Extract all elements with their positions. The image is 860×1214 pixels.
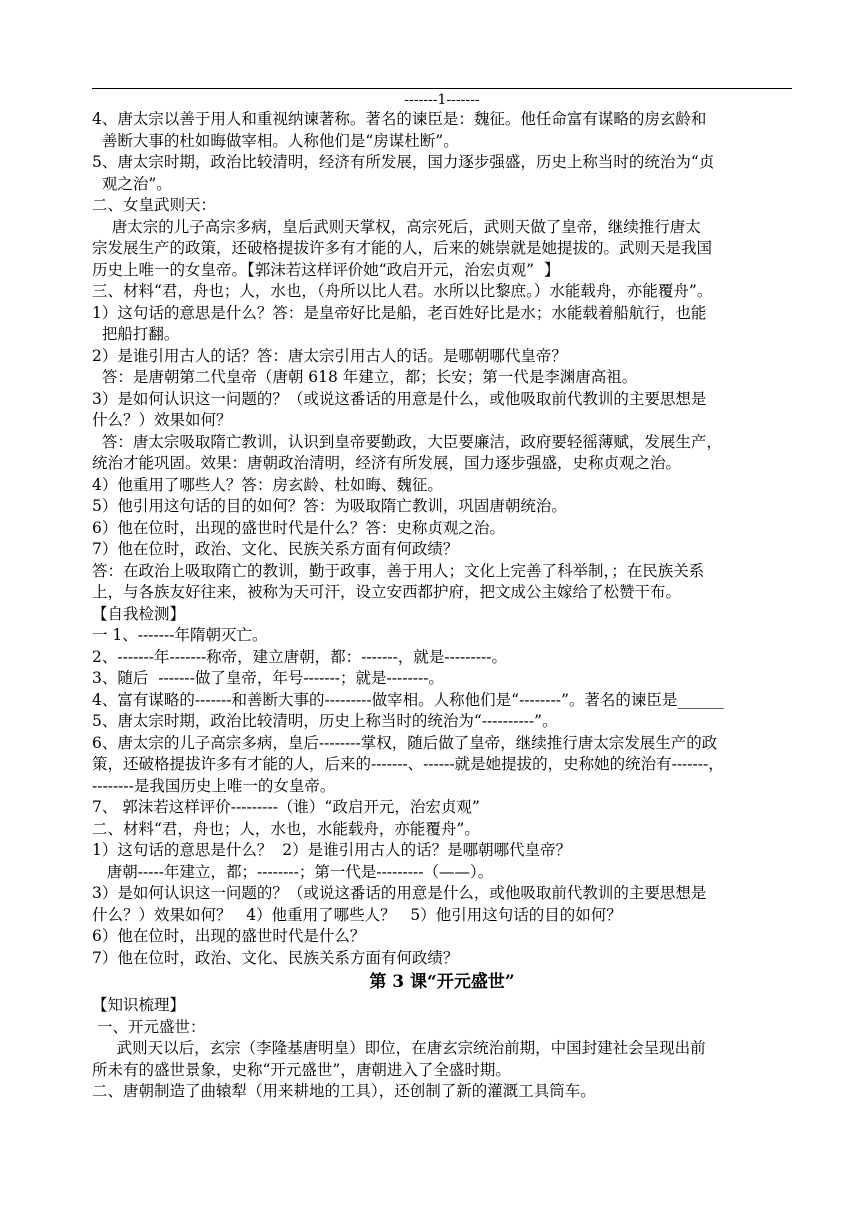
page-number: -------1------- [404,92,480,108]
text-line: 3）是如何认识这一问题的？（或说这番话的用意是什么，或他吸取前代教训的主要思想是 [92,389,707,408]
text-line: 4、唐太宗以善于用人和重视纳谏著称。著名的谏臣是：魏征。他任命富有谋略的房玄龄和 [92,110,707,128]
text-line: 7、 郭沫若这样评价---------（谁）“政启开元，治宏贞观” [92,798,480,816]
text-line: 一 1、-------年隋朝灭亡。 [92,626,268,644]
text-line: 5）他引用这句话的目的如何？答：为吸取隋亡教训，巩固唐朝统治。 [92,497,567,515]
lesson-title: 第 3 课“开元盛世” [369,972,515,992]
text-line: 答：在政治上吸取隋亡的教训，勤于政事，善于用人；文化上完善了科举制，；在民族关系 [92,561,705,580]
text-line: 策，还破格提拔许多有才能的人，后来的-------、------就是她提拔的，史称她的统治有-------， [92,755,724,773]
text-line: 历史上唯一的女皇帝。【郭沫若这样评价她“政启开元，治宏贞观” 】 [92,260,560,279]
text-line: 1）这句话的意思是什么？答：是皇帝好比是船，老百姓好比是水；水能载着船航行，也能 [92,303,707,322]
text-line: 什么？）效果如何？ [92,411,232,429]
text-line: 4、富有谋略的-------和善断大事的---------做宰相。人称他们是“--------”。著名的谏臣是______ [92,690,724,709]
text-line: 6、唐太宗的儿子高宗多病，皇后--------掌权，随后做了皇帝，继续推行唐太宗发展生产的政 [92,733,718,752]
text-line: 1）这句话的意思是什么？ 2）是谁引用古人的话？是哪朝哪代皇帝？ [92,841,572,859]
text-line: 二、女皇武则天： [92,196,217,214]
text-line: 7）他在位时，政治、文化、民族关系方面有何政绩？ [92,540,459,558]
text-line: 答：是唐朝第二代皇帝（唐朝 618 年建立，都；长安；第一代是李渊唐高祖。 [92,368,638,386]
text-line: 三、材料“君，舟也；人，水也，（舟所以比人君。水所以比黎庶。）水能载舟，亦能覆舟”。 [92,282,713,300]
text-line: 4）他重用了哪些人？答：房玄龄、杜如晦、魏征。 [92,475,443,494]
text-line: 5、唐太宗时期，政治比较清明，历史上称当时的统治为“----------”。 [92,712,558,730]
document-body [92,109,792,969]
text-line: 上，与各族友好往来，被称为天可汗，设立安西都护府，把文成公主嫁给了松赞干布。 [92,583,682,601]
text-line: 二、材料“君，舟也；人，水也，水能载舟，亦能覆舟”。 [92,819,480,838]
text-line: 【自我检测】 [92,604,186,623]
text-line: 唐朝-----年建立，都；--------；第一代是---------（——）。 [92,862,494,881]
text-line: 2、-------年-------称帝，建立唐朝，都：-------，就是---------。 [92,647,507,666]
text-line: 3、随后 -------做了皇帝，年号-------；就是--------。 [92,669,444,687]
text-line: 唐太宗的儿子高宗多病，皇后武则天掌权，高宗死后，武则天做了皇帝，继续推行唐太 [92,217,701,236]
text-line: 统治才能巩固。效果：唐朝政治清明，经济有所发展，国力逐步强盛，史称贞观之治。 [92,454,682,472]
text-line: 答：唐太宗吸取隋亡教训，认识到皇帝要勤政，大臣要廉洁，政府要轻徭薄赋，发展生产， [92,432,722,451]
text-line: 5、唐太宗时期，政治比较清明，经济有所发展，国力逐步强盛，历史上称当时的统治为“贞 [92,153,715,171]
document-body-continued [92,995,792,1103]
document-page [92,88,792,1103]
text-line: 观之治”。 [92,174,172,193]
text-line: 善断大事的杜如晦做宰相。人称他们是“房谋杜断”。 [92,131,459,150]
text-line: 武则天以后，玄宗（李隆基唐明皇）即位，在唐玄宗统治前期，中国封建社会呈现出前 [92,1039,706,1057]
text-line: 一、开元盛世： [92,1017,206,1036]
text-line: 二、唐朝制造了曲辕犁（用来耕地的工具），还创制了新的灌溉工具筒车。 [92,1082,596,1100]
text-line: 什么？）效果如何？ 4）他重用了哪些人？ 5）他引用这句话的目的如何？ [92,905,622,924]
text-line: 【知识梳理】 [92,996,186,1014]
text-line: 所未有的盛世景象，史称“开元盛世”，唐朝进入了全盛时期。 [92,1060,511,1079]
text-line: 把船打翻。 [92,325,180,343]
text-line: 2）是谁引用古人的话？答：唐太宗引用古人的话。是哪朝哪代皇帝？ [92,346,567,365]
text-line: 宗发展生产的政策，还破格提拔许多有才能的人，后来的姚崇就是她提拔的。武则天是我国 [92,239,713,257]
text-line: --------是我国历史上唯一的女皇帝。 [92,776,336,795]
text-line: 6）他在位时，出现的盛世时代是什么？答：史称贞观之治。 [92,518,505,537]
text-line: 3）是如何认识这一问题的？（或说这番话的用意是什么，或他吸取前代教训的主要思想是 [92,884,707,902]
text-line: 6）他在位时，出现的盛世时代是什么？ [92,927,366,945]
text-line: 7）他在位时，政治、文化、民族关系方面有何政绩？ [92,948,459,967]
